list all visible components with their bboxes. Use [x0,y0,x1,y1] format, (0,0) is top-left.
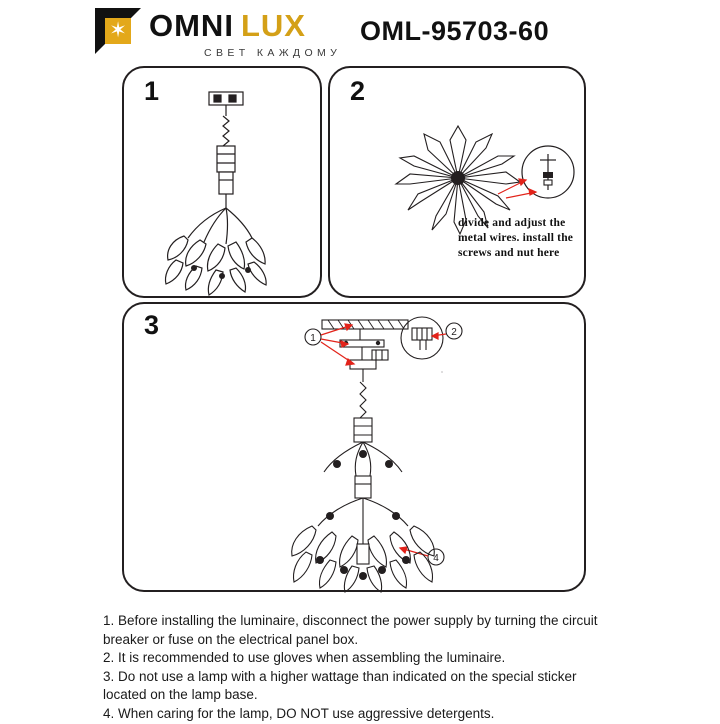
brand-wordmark [149,8,341,59]
instructions-list [103,612,623,724]
metal-wire-petals-icon [330,68,588,300]
svg-text:4: 4 [433,553,439,564]
step-number-2: 2 [350,76,365,107]
step-2-note: divide and adjust the metal wires. install the screws and nut here [458,216,588,261]
logo-star-glyph: ✶ [107,19,129,43]
step-panel-3 [122,302,586,592]
step-panel-1 [122,66,322,298]
page-header [0,0,720,62]
instruction-item-1: 1. Before installing the luminaire, disconnect the power supply by turning the circuit breaker or fuse on the electrical panel box. [103,612,623,649]
svg-text:2: 2 [451,327,457,338]
brand-primary-text: OMNI [149,8,234,43]
instruction-item-3: 3. Do not use a lamp with a higher wattage than indicated on the special sticker located on the lamp base. [103,668,623,705]
instruction-item-4: 4. When caring for the lamp, DO NOT use aggressive detergents. [103,705,623,724]
brand-logo [95,8,341,59]
svg-text:1: 1 [310,333,316,344]
sun-burst-icon [95,8,141,54]
suspended-chandelier-assembly-icon [124,68,324,300]
model-code: OML-95703-60 [360,16,549,47]
step-panel-2 [328,66,586,298]
step-number-3: 3 [144,310,159,341]
step-number-1: 1 [144,76,159,107]
instruction-item-2: 2. It is recommended to use gloves when assembling the luminaire. [103,649,623,668]
brand-secondary-text: LUX [241,8,306,43]
brand-tagline: СВЕТ КАЖДОМУ [204,48,341,59]
ceiling-mount-wiring-icon [124,304,588,594]
